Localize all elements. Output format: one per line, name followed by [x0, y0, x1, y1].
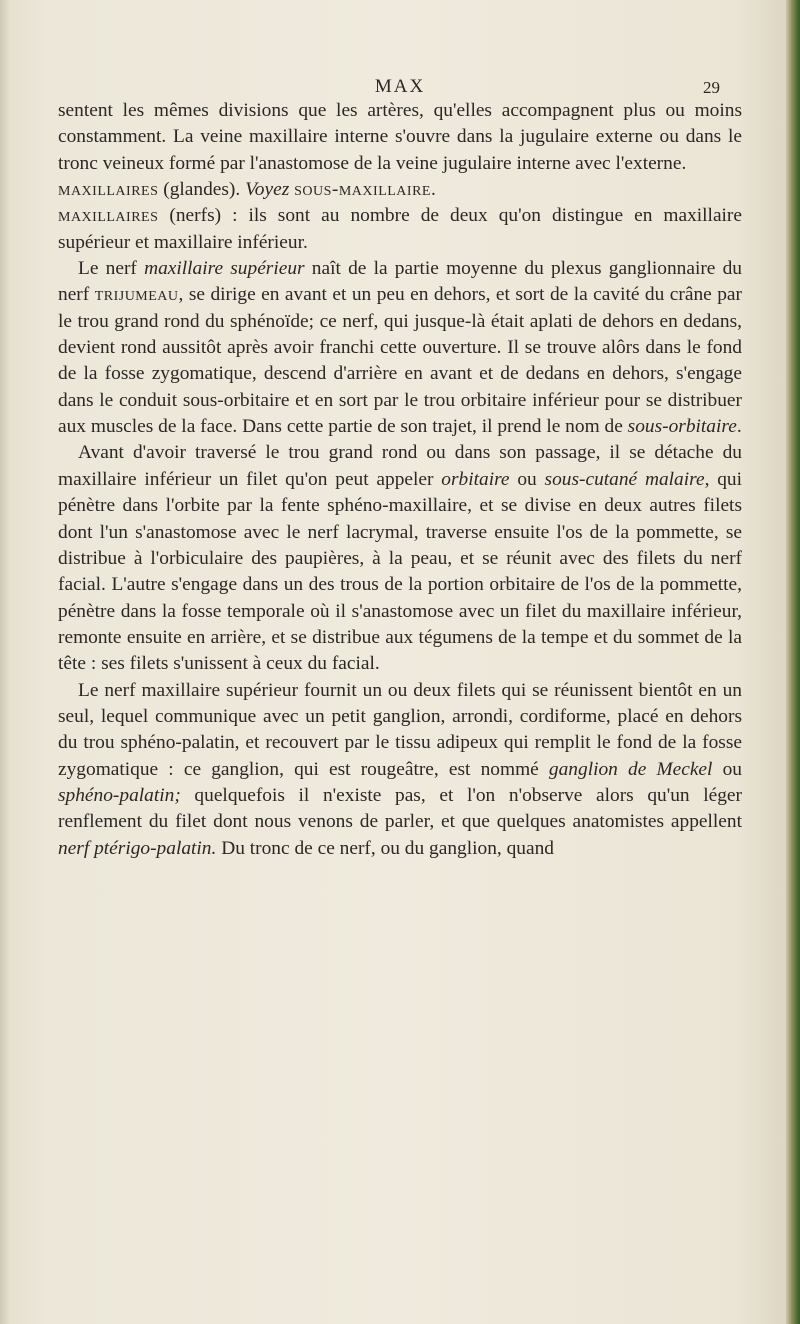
page-edge [786, 0, 800, 1324]
cross-reference-target: sous-maxillaire [294, 179, 431, 201]
paragraph-nerf-maxillaire-superieur: Le nerf maxillaire supérieur naît de la partie moyenne du plexus ganglionnaire du nerf trijumeau, se dirige en avant et un peu en dehors, et sort de la cavité du crâne par le trou grand rond du sphénoïde; ce nerf, qui jusque-là était aplati de dehors en dedans, devient rond aussitôt après avoir franchi cette ouverture. Il se trouve alôrs dans le fond de la fosse zygomatique, descend d'arrière en avant et de dedans en dehors, s'engage dans le conduit sous-orbitaire et en sort par le trou orbitaire inférieur pour se distribuer aux muscles de la face. Dans cette partie de son trajet, il prend le nom de sous-orbitaire. [58, 258, 742, 438]
paragraph-filet-orbitaire: Avant d'avoir traversé le trou grand rond ou dans son passage, il se détache du maxillaire inférieur un filet qu'on peut appeler orbitaire ou sous-cutané malaire, qui pénètre dans l'orbite par la fente sphéno-maxillaire, et se divise en deux autres filets dont l'un s'anastomose avec le nerf lacrymal, traverse ensuite l'os de la pommette, se distribue à l'orbiculaire des paupières, à la peau, et se réunit avec des filets du nerf facial. L'autre s'engage dans un des trous de la portion orbitaire de l'os de la pommette, pénètre dans la fosse temporale où il s'anastomose avec un filet du maxillaire inférieur, remonte ensuite en arrière, et se distribue aux tégumens de la tempe et du sommet de la tête : ses filets s'unissent à ceux du facial. [58, 442, 742, 675]
entry-term: maxillaires [58, 179, 159, 201]
page-number: 29 [703, 78, 720, 97]
paragraph-ganglion-meckel: Le nerf maxillaire supérieur fournit un ou deux filets qui se réunissent bientôt en un seul, lequel communique avec un petit ganglion, arrondi, cordiforme, placé en dehors du trou sphéno-palatin, et recouvert par le tissu adipeux qui remplit le fond de la fosse zygomatique : ce ganglion, qui est rougeâtre, est nommé ganglion de Meckel ou sphéno-palatin; quelquefois il n'existe pas, et l'on n'observe alors qu'un léger renflement du filet dont nous venons de parler, et que quelques anatomistes appellent nerf ptérigo-palatin. Du tronc de ce nerf, ou du ganglion, quand [58, 679, 742, 859]
cross-reference-label: Voyez [245, 179, 290, 201]
body-text [58, 98, 742, 862]
page-gutter-shadow [0, 0, 10, 1324]
entry-maxillaires-nerfs: maxillaires (nerfs) : ils sont au nombre de deux qu'on distingue en maxillaire supérieur et maxillaire inférieur. [58, 205, 742, 253]
paragraph-continuation: sentent les mêmes divisions que les artères, qu'elles accompagnent plus ou moins constamment. La veine maxillaire interne s'ouvre dans la jugulaire externe ou dans le tronc veineux formé par l'anastomose de la veine jugulaire interne avec l'externe. [58, 100, 742, 174]
entry-maxillaires-glandes: maxillaires (glandes). Voyez sous-maxillaire. [58, 179, 436, 201]
entry-term: maxillaires [58, 205, 159, 227]
running-head: MAX [374, 76, 426, 97]
